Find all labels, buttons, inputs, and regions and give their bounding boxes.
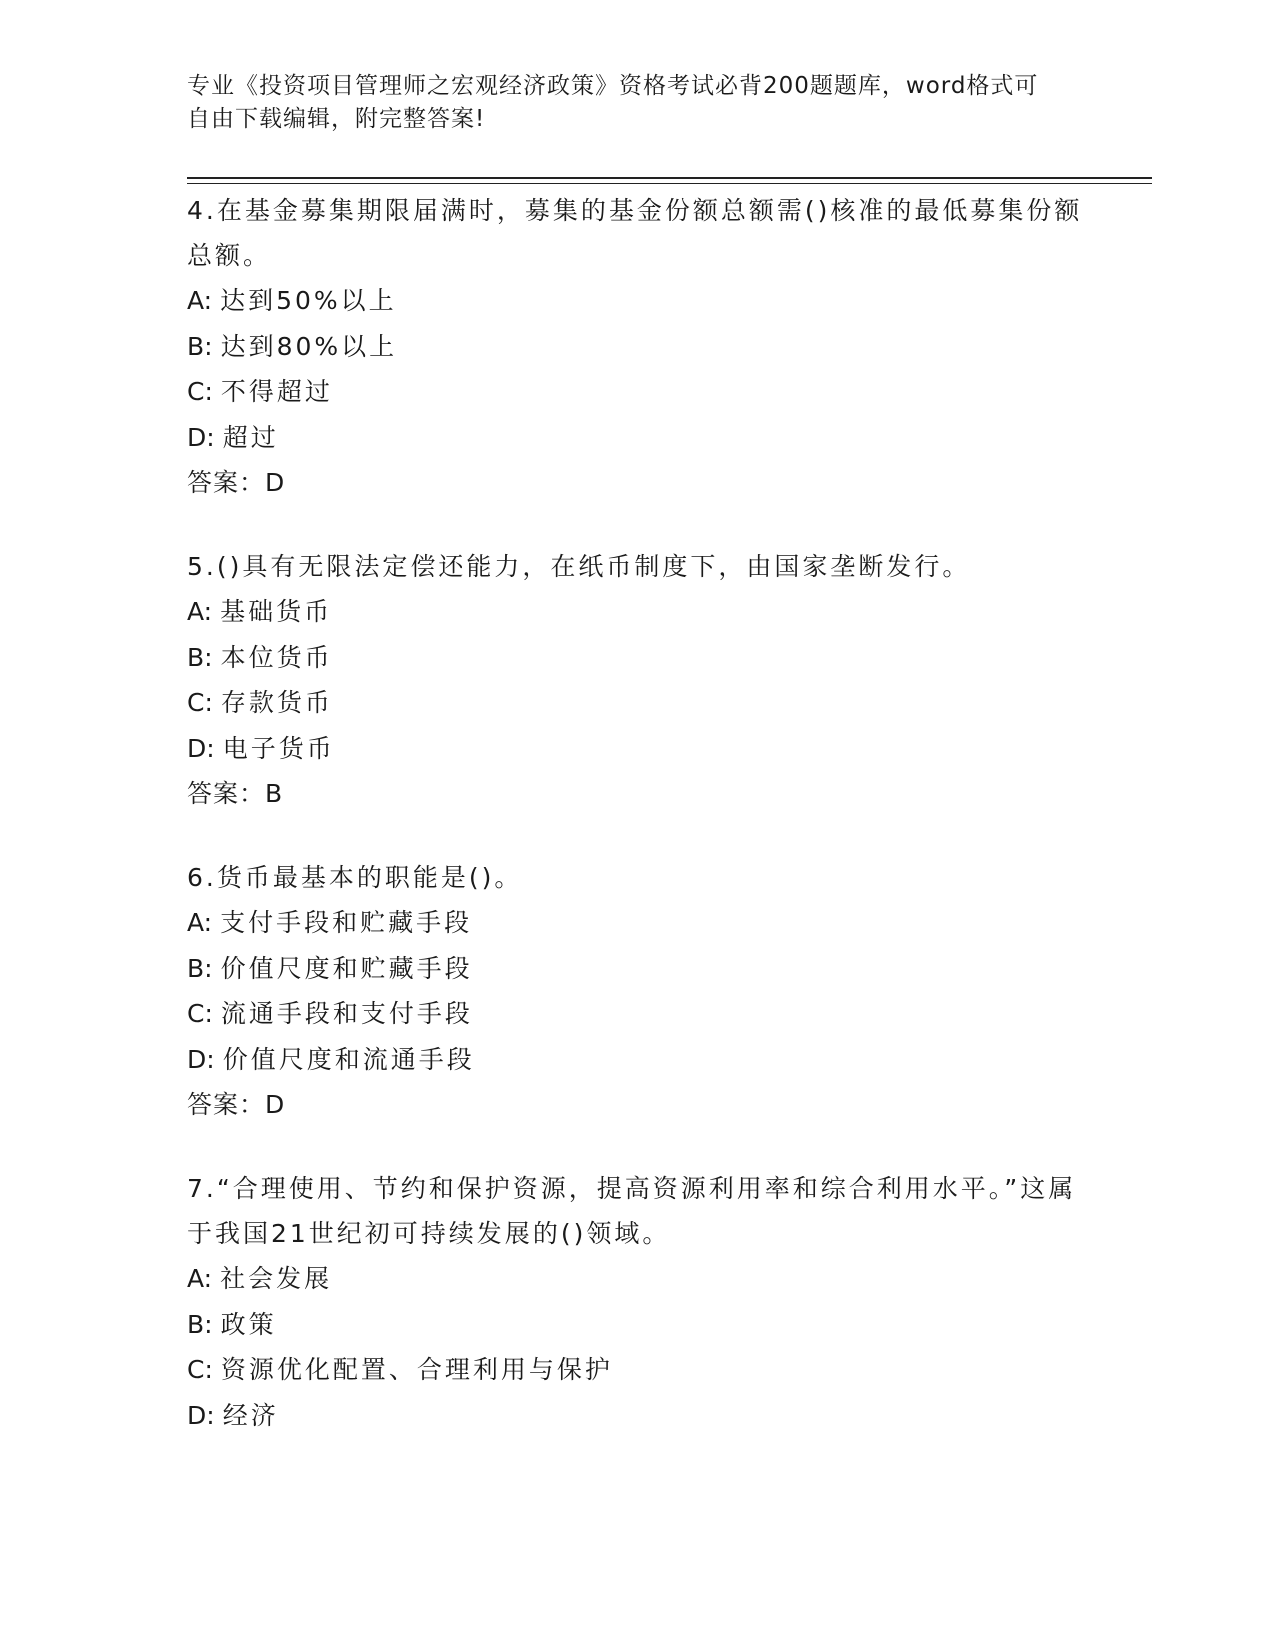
option-text: 价值尺度和贮藏手段	[220, 953, 473, 983]
option-letter: D:	[187, 422, 215, 452]
option-a	[187, 589, 1087, 635]
option-letter: C:	[187, 1355, 213, 1384]
option-letter: D:	[187, 1044, 215, 1074]
question-text: 7.“合理使用、节约和保护资源，提高资源利用率和综合利用水平。”这属于我国21世纪初可持续发展的()领域。	[187, 1174, 1077, 1248]
document-header	[187, 70, 1087, 136]
option-d	[187, 1393, 1087, 1439]
answer-line: 答案：D	[187, 1090, 286, 1119]
option-c	[187, 680, 1087, 726]
option-text: 达到50%以上	[220, 286, 397, 315]
option-letter: A:	[187, 908, 213, 937]
option-a	[187, 900, 1087, 946]
option-c	[187, 991, 1087, 1037]
option-letter: A:	[187, 286, 213, 315]
option-d	[187, 1037, 1087, 1083]
question-6	[187, 855, 1087, 1127]
question-5	[187, 544, 1087, 816]
option-letter: D:	[187, 733, 215, 763]
option-letter: B:	[187, 642, 213, 672]
question-list	[187, 188, 1087, 1477]
option-text: 达到80%以上	[220, 331, 398, 361]
header-line-1: 专业《投资项目管理师之宏观经济政策》资格考试必背200题题库，word格式可	[187, 73, 1039, 99]
option-letter: A:	[187, 1264, 213, 1293]
option-b	[187, 324, 1087, 370]
option-b	[187, 635, 1087, 681]
question-4	[187, 188, 1087, 505]
option-text: 社会发展	[220, 1264, 333, 1293]
option-text: 不得超过	[220, 377, 333, 406]
option-c	[187, 369, 1087, 415]
option-text: 价值尺度和流通手段	[222, 1044, 475, 1074]
option-b	[187, 946, 1087, 992]
option-text: 流通手段和支付手段	[220, 999, 473, 1028]
option-letter: D:	[187, 1400, 215, 1430]
option-text: 电子货币	[222, 733, 335, 763]
option-text: 支付手段和贮藏手段	[220, 908, 473, 937]
question-text: 6.货币最基本的职能是()。	[187, 863, 523, 892]
option-letter: C:	[187, 377, 213, 406]
header-divider-thin	[187, 183, 1152, 184]
header-divider-thick	[187, 177, 1152, 179]
option-text: 经济	[222, 1400, 279, 1430]
option-letter: C:	[187, 688, 213, 717]
option-letter: B:	[187, 1309, 213, 1339]
option-text: 资源优化配置、合理利用与保护	[220, 1355, 613, 1384]
question-7	[187, 1166, 1087, 1438]
option-text: 超过	[222, 422, 279, 452]
option-letter: B:	[187, 331, 213, 361]
option-c	[187, 1347, 1087, 1393]
option-d	[187, 415, 1087, 461]
option-d	[187, 726, 1087, 772]
option-letter: A:	[187, 597, 213, 626]
option-text: 基础货币	[220, 597, 333, 626]
option-a	[187, 278, 1087, 324]
question-text: 4.在基金募集期限届满时，募集的基金份额总额需()核准的最低募集份额总额。	[187, 196, 1083, 270]
header-line-2: 自由下载编辑，附完整答案!	[187, 106, 486, 132]
answer-line: 答案：B	[187, 779, 284, 808]
option-letter: C:	[187, 999, 213, 1028]
answer-line: 答案：D	[187, 468, 286, 497]
option-text: 政策	[220, 1309, 277, 1339]
option-text: 存款货币	[220, 688, 333, 717]
option-a	[187, 1256, 1087, 1302]
question-text: 5.()具有无限法定偿还能力，在纸币制度下，由国家垄断发行。	[187, 552, 971, 581]
option-b	[187, 1302, 1087, 1348]
option-text: 本位货币	[220, 642, 333, 672]
option-letter: B:	[187, 953, 213, 983]
